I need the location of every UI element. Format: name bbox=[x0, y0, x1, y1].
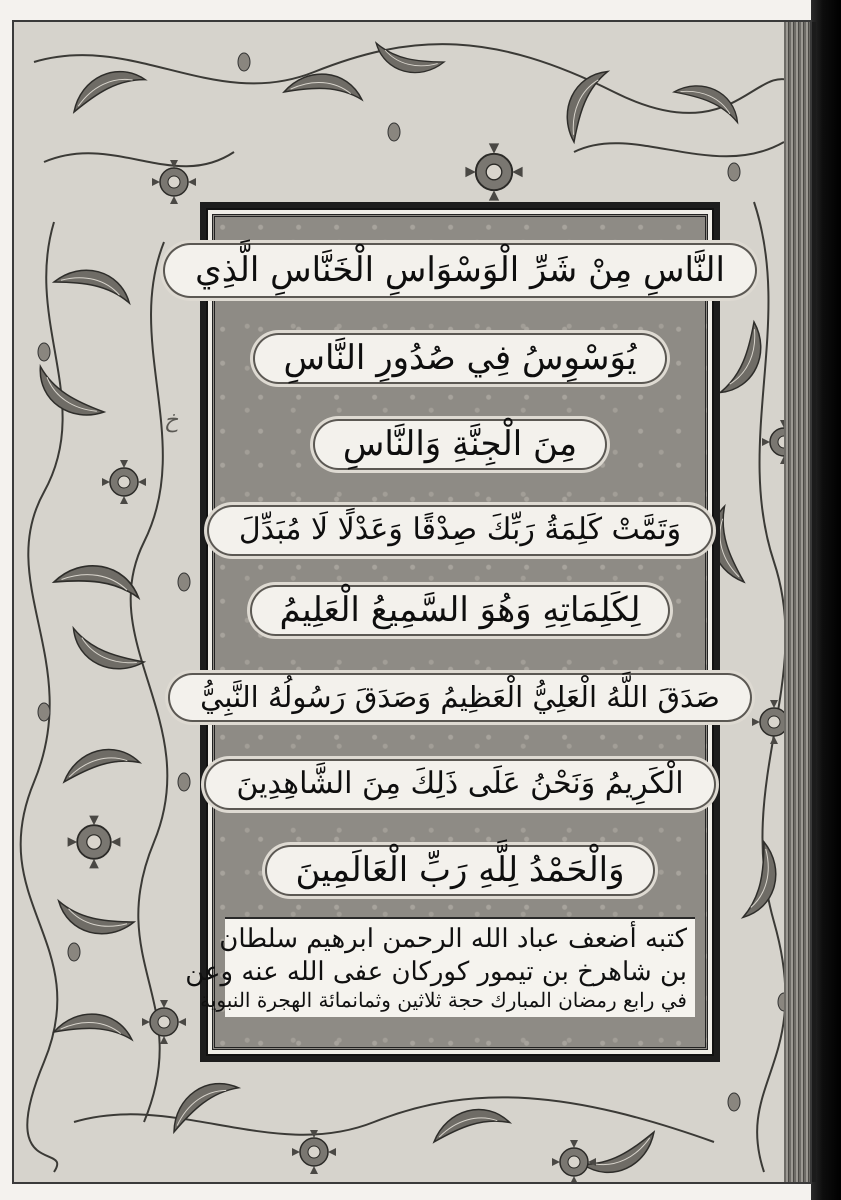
text-panel-frame bbox=[185, 202, 725, 1062]
verse-text: يُوَسْوِسُ فِي صُدُورِ النَّاسِ bbox=[255, 335, 664, 382]
verse-text: مِنَ الْجِنَّةِ وَالنَّاسِ bbox=[315, 421, 605, 468]
colophon-line: كتبه أضعف عباد الله الرحمن ابرهيم سلطان bbox=[219, 924, 687, 954]
verse-line-8 bbox=[229, 847, 691, 894]
verse-text: لِكَلِمَاتِهِ وَهُوَ السَّمِيعُ الْعَلِيمُ bbox=[252, 587, 669, 634]
binding-shadow bbox=[811, 0, 841, 1200]
page-fore-edge bbox=[784, 22, 810, 1182]
verse-line-1 bbox=[195, 245, 725, 296]
marginal-note: خ bbox=[164, 408, 179, 433]
panel-illuminated-ground bbox=[185, 214, 725, 1050]
verse-line-2 bbox=[229, 335, 691, 382]
colophon-line: بن شاهرخ بن تيمور كوركان عفى الله عنه وعن bbox=[185, 956, 687, 987]
verse-line-7 bbox=[229, 761, 691, 808]
verse-text: صَدَقَ اللَّهُ الْعَلِيُّ الْعَظِيمُ وَصَدَقَ رَسُولُهُ النَّبِيُّ bbox=[170, 675, 750, 720]
verse-line-6 bbox=[200, 675, 720, 720]
verse-text: وَالْحَمْدُ لِلَّهِ رَبِّ الْعَالَمِينَ bbox=[267, 847, 652, 894]
panel-inner-border bbox=[185, 208, 725, 1056]
verse-line-4 bbox=[229, 507, 691, 554]
verse-text: الْكَرِيمُ وَنَحْنُ عَلَى ذَلِكَ مِنَ الشَّاهِدِينَ bbox=[206, 761, 713, 808]
colophon-line: في رابع رمضان المبارك حجة ثلاثين وثمانمائة الهجرة النبوية bbox=[200, 988, 687, 1012]
verse-text: وَتَمَّتْ كَلِمَةُ رَبِّكَ صِدْقًا وَعَدْلًا لَا مُبَدِّلَ bbox=[209, 507, 711, 554]
verse-text: النَّاسِ مِنْ شَرِّ الْوَسْوَاسِ الْخَنَّاسِ الَّذِي bbox=[165, 245, 755, 296]
verse-line-5 bbox=[229, 587, 691, 634]
verse-line-3 bbox=[229, 421, 691, 468]
colophon bbox=[185, 917, 695, 1017]
